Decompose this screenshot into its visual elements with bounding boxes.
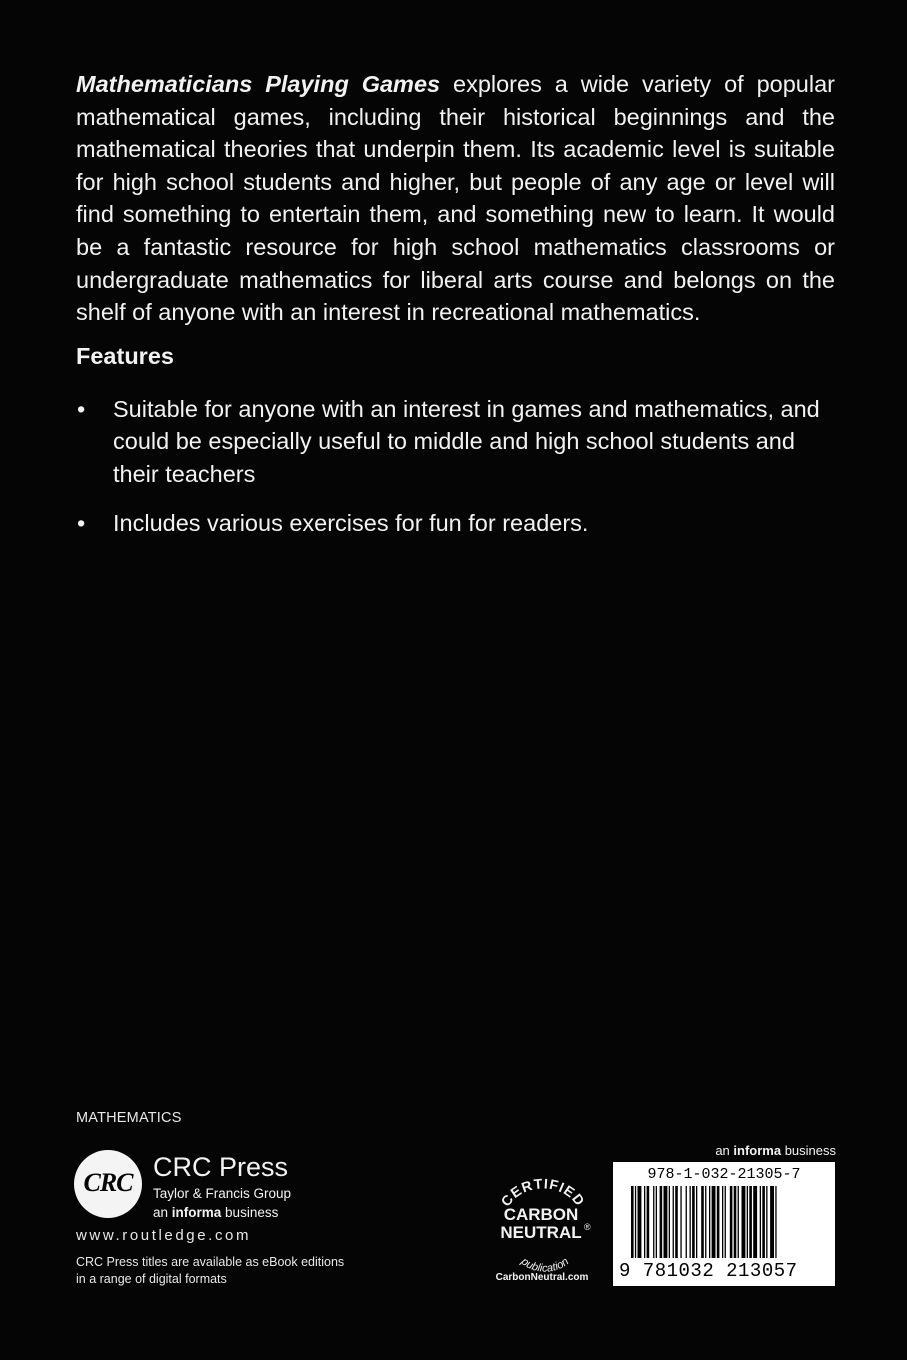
barcode-bar [669,1186,670,1258]
barcode-bar [770,1186,774,1258]
barcode-bar [647,1186,650,1258]
publisher-name: CRC Press [153,1152,289,1182]
list-item [76,393,835,490]
badge-certified: CERTIFIED [497,1175,589,1210]
barcode-bar [749,1186,752,1258]
barcode-bar [660,1186,663,1258]
publisher-informa: an informa business [153,1205,279,1220]
bullet-icon: • [77,396,86,422]
list-item [76,507,835,539]
barcode-bar [734,1186,737,1258]
barcode-bar [742,1186,746,1258]
website-link[interactable]: www.routledge.com [76,1227,252,1244]
crc-logo-icon [74,1150,142,1218]
badge-neutral: NEUTRAL [500,1223,582,1242]
barcode-bar [766,1186,767,1258]
barcode-bar [692,1186,695,1258]
barcode-bar [635,1186,636,1258]
features-list [76,393,835,557]
barcode-bar [775,1186,776,1258]
barcode-bar [686,1186,687,1258]
informa-business-label: an informa business [715,1143,836,1158]
barcode-bar [709,1186,710,1258]
barcode-bar [673,1186,674,1258]
carbon-neutral-badge-icon [478,1168,608,1288]
publisher-group: Taylor & Francis Group [153,1186,292,1201]
crc-logo-text: CRC [83,1168,133,1197]
barcode-bar [690,1186,691,1258]
barcode-bar [717,1186,720,1258]
barcode-bar [644,1186,645,1258]
barcode-bar [705,1186,706,1258]
barcode-digits: 9 781032 213057 [619,1260,798,1282]
feature-text: Includes various exercises for fun for readers. [113,510,589,537]
barcode-bar [653,1186,654,1258]
barcode-bar [638,1186,642,1258]
badge-carbon: CARBON [503,1205,579,1224]
barcode-bar [631,1186,634,1258]
isbn-barcode [613,1162,835,1286]
barcode-bar [712,1186,716,1258]
badge-publication: publication [518,1255,572,1275]
barcode-bar [722,1186,723,1258]
description-text: explores a wide variety of popular mathematical games, including their historical beginnings and the mathematical theories that underpin them. Its academic level is suitable for high school students and higher, but people of any age or level will find something to entertain them, and something new to learn. It would be a fantastic resource for high school mathematics classrooms or undergraduate mathematics for liberal arts course and belongs on the shelf of anyone with an interest in recreational mathematics. [76,71,835,326]
barcode-bar [760,1186,761,1258]
isbn-number: 978-1-032-21305-7 [647,1166,801,1183]
barcode-bar [730,1186,733,1258]
ebook-note: CRC Press titles are available as eBook editions in a range of digital formats [76,1255,345,1286]
features-heading: Features [76,343,174,369]
book-title: Mathematicians Playing Games [76,71,441,97]
barcode-bar [725,1186,726,1258]
barcode-bar [680,1186,681,1258]
barcode-bar [701,1186,704,1258]
carbon-neutral-url: CarbonNeutral.com [495,1272,589,1283]
barcode-bar [664,1186,668,1258]
barcode-bar [656,1186,657,1258]
badge-registered: ® [584,1222,591,1232]
bullet-icon: • [77,510,86,537]
subject-category: MATHEMATICS [76,1110,182,1126]
barcode-bar [738,1186,739,1258]
description-blurb [76,68,835,329]
barcode-bars-icon [621,1186,827,1262]
barcode-bar [762,1186,765,1258]
feature-text: Suitable for anyone with an interest in games and mathematics, and could be especially useful to middle and high school students and their teachers [113,396,820,487]
barcode-bar [675,1186,678,1258]
barcode-bar [747,1186,748,1258]
barcode-bar [696,1186,697,1258]
barcode-bar [753,1186,757,1258]
